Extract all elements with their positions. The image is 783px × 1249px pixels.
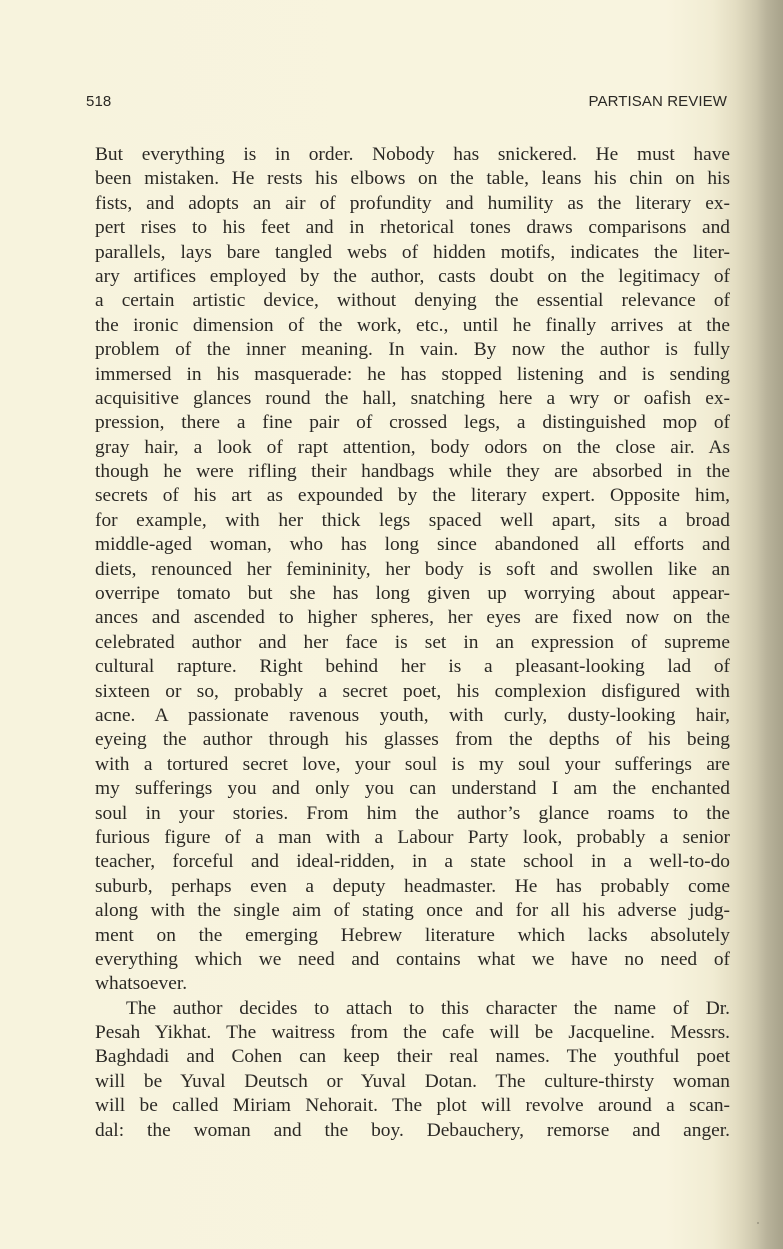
page-number: 518 <box>86 93 112 110</box>
text-line: parallels, lays bare tangled webs of hidden motifs, indicates the liter- <box>95 241 730 263</box>
text-line: ary artifices employed by the author, casts doubt on the legitimacy of <box>95 265 730 287</box>
text-line: middle-aged woman, who has long since abandoned all efforts and <box>95 534 730 556</box>
text-line: dal: the woman and the boy. Debauchery, remorse and anger. <box>95 1119 730 1141</box>
text-line: along with the single aim of stating once and for all his adverse judg- <box>95 900 730 922</box>
text-line: celebrated author and her face is set in an expression of supreme <box>95 631 730 653</box>
text-line: Baghdadi and Cohen can keep their real names. The youthful poet <box>95 1046 730 1068</box>
text-line: teacher, forceful and ideal-ridden, in a state school in a well-to-do <box>95 851 730 873</box>
text-line: ances and ascended to higher spheres, her eyes are fixed now on the <box>95 607 730 629</box>
text-line: diets, renounced her femininity, her body is soft and swollen like an <box>95 558 730 580</box>
paragraph-1 <box>95 143 730 997</box>
paragraph-2 <box>95 997 730 1143</box>
text-line: will be Yuval Deutsch or Yuval Dotan. The culture-thirsty woman <box>95 1070 730 1092</box>
text-line: fists, and adopts an air of profundity and humility as the literary ex- <box>95 192 730 214</box>
text-line: sixteen or so, probably a secret poet, his complexion disfigured with <box>95 680 730 702</box>
text-line: the ironic dimension of the work, etc., until he finally arrives at the <box>95 314 730 336</box>
text-line: immersed in his masquerade: he has stopped listening and is sending <box>95 363 730 385</box>
text-line: furious figure of a man with a Labour Party look, probably a senior <box>95 826 730 848</box>
text-line: pert rises to his feet and in rhetorical tones draws comparisons and <box>95 217 730 239</box>
text-line: my sufferings you and only you can understand I am the enchanted <box>95 778 730 800</box>
text-line: though he were rifling their handbags while they are absorbed in the <box>95 461 730 483</box>
text-line: overripe tomato but she has long given up worrying about appear- <box>95 583 730 605</box>
journal-title: PARTISAN REVIEW <box>588 93 727 110</box>
body-text <box>95 143 730 1143</box>
text-line: ment on the emerging Hebrew literature which lacks absolutely <box>95 924 730 946</box>
text-line: Pesah Yikhat. The waitress from the cafe will be Jacqueline. Messrs. <box>95 1022 730 1044</box>
scan-speck <box>757 1222 759 1224</box>
text-line: with a tortured secret love, your soul is my soul your sufferings are <box>95 753 730 775</box>
text-line: been mistaken. He rests his elbows on the table, leans his chin on his <box>95 168 730 190</box>
text-line: suburb, perhaps even a deputy headmaster. He has probably come <box>95 875 730 897</box>
text-line: But everything is in order. Nobody has snickered. He must have <box>95 144 730 165</box>
running-head <box>86 93 727 113</box>
text-line: a certain artistic device, without denying the essential relevance of <box>95 290 730 312</box>
text-line: will be called Miriam Nehorait. The plot will revolve around a scan- <box>95 1095 730 1117</box>
text-line: The author decides to attach to this character the name of Dr. <box>126 997 730 1019</box>
text-line: gray hair, a look of rapt attention, body odors on the close air. As <box>95 436 730 458</box>
text-line: eyeing the author through his glasses from the depths of his being <box>95 729 730 751</box>
text-line: acquisitive glances round the hall, snatching here a wry or oafish ex- <box>95 387 730 409</box>
text-line: problem of the inner meaning. In vain. By now the author is fully <box>95 339 730 361</box>
text-line: everything which we need and contains what we have no need of <box>95 948 730 970</box>
text-line: cultural rapture. Right behind her is a pleasant-looking lad of <box>95 656 730 678</box>
text-line: pression, there a fine pair of crossed legs, a distinguished mop of <box>95 412 730 434</box>
text-line: secrets of his art as expounded by the literary expert. Opposite him, <box>95 485 730 507</box>
text-line: soul in your stories. From him the author’s glance roams to the <box>95 802 730 824</box>
text-line: for example, with her thick legs spaced well apart, sits a broad <box>95 509 730 531</box>
text-line: acne. A passionate ravenous youth, with curly, dusty-looking hair, <box>95 704 730 726</box>
text-line: whatsoever. <box>95 973 188 995</box>
